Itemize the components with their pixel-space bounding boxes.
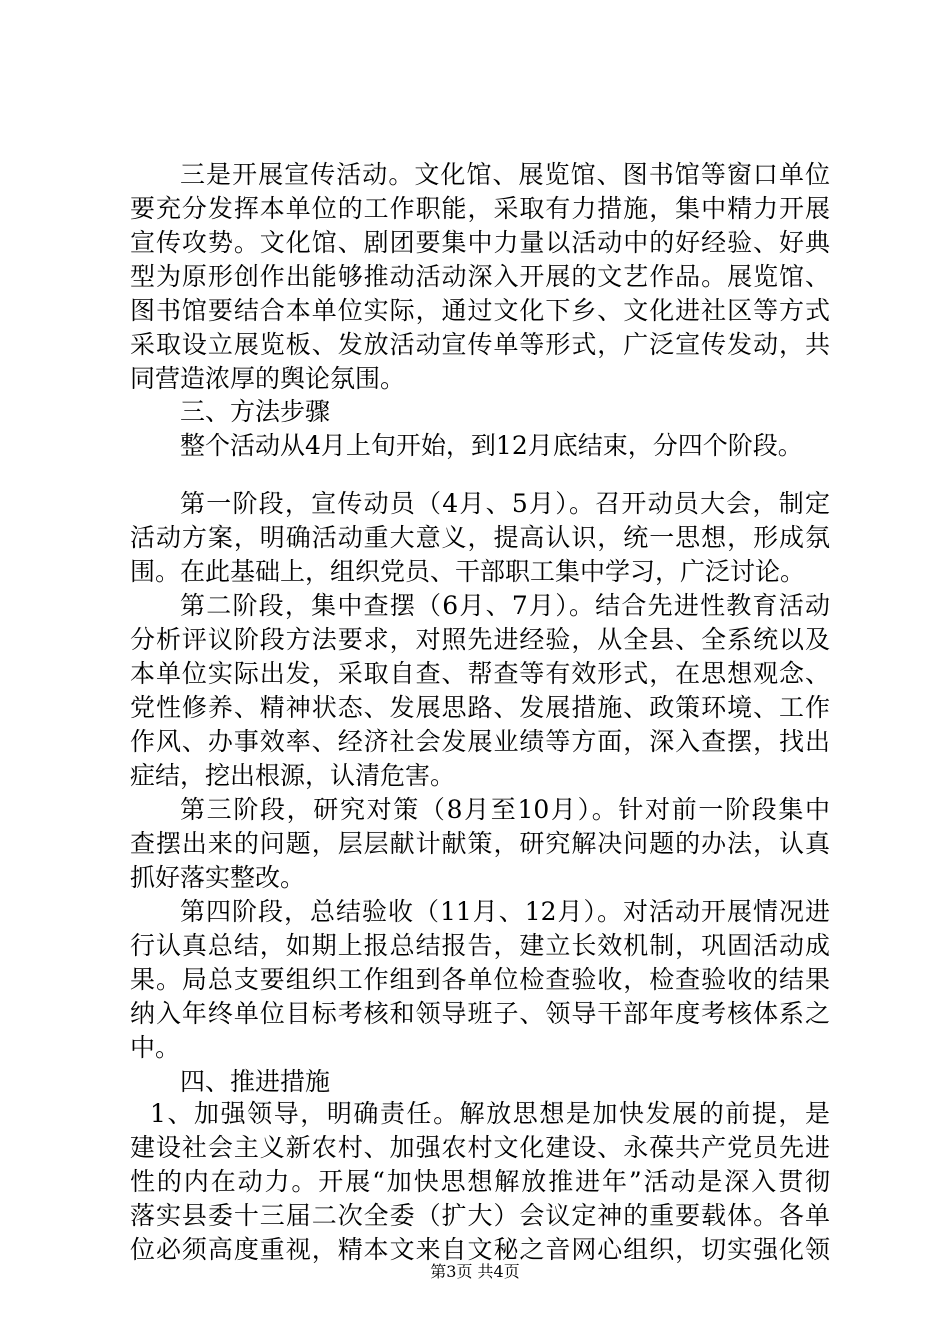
paragraph-line: 症结，挖出根源，认清危害。: [130, 761, 456, 790]
paragraph-line: 党性修养、精神状态、发展思路、发展措施、政策环境、工作: [130, 693, 830, 722]
paragraph-line: 建设社会主义新农村、加强农村文化建设、永葆共产党员先进: [130, 1133, 830, 1162]
paragraph-line: 作风、办事效率、经济社会发展业绩等方面，深入查摆，找出: [130, 727, 830, 756]
paragraph-line: 纳入年终单位目标考核和领导班子、领导干部年度考核体系之: [130, 999, 830, 1028]
paragraph-line: 三是开展宣传活动。文化馆、展览馆、图书馆等窗口单位: [180, 160, 830, 189]
paragraph-line: 整个活动从4月上旬开始，到12月底结束，分四个阶段。: [180, 431, 803, 460]
page-footer: 第3页 共4页: [430, 1262, 520, 1281]
paragraph-line: 第一阶段，宣传动员（4月、5月）。召开动员大会，制定: [180, 489, 830, 518]
paragraph-line: 性的内在动力。开展“加快思想解放推进年”活动是深入贯彻: [130, 1167, 830, 1196]
paragraph-line: 宣传攻势。文化馆、剧团要集中力量以活动中的好经验、好典: [130, 228, 830, 257]
paragraph-line: 要充分发挥本单位的工作职能，采取有力措施，集中精力开展: [130, 194, 830, 223]
paragraph-line: 位必须高度重视，精本文来自文秘之音网心组织，切实强化领: [130, 1235, 830, 1264]
paragraph-line: 同营造浓厚的舆论氛围。: [130, 364, 406, 393]
paragraph-line: 图书馆要结合本单位实际，通过文化下乡、文化进社区等方式: [130, 296, 830, 325]
paragraph-line: 中。: [130, 1033, 181, 1062]
paragraph-line: 采取设立展览板、发放活动宣传单等形式，广泛宣传发动，共: [130, 330, 830, 359]
paragraph-line: 落实县委十三届二次全委（扩大）会议定神的重要载体。各单: [130, 1201, 830, 1230]
paragraph-line: 分析评议阶段方法要求，对照先进经验，从全县、全系统以及: [130, 625, 830, 654]
section-heading: 三、方法步骤: [180, 397, 331, 426]
paragraph-line: 查摆出来的问题，层层献计献策，研究解决问题的办法，认真: [130, 829, 830, 858]
paragraph-line: 抓好落实整改。: [130, 863, 306, 892]
paragraph-line: 本单位实际出发，采取自查、帮查等有效形式，在思想观念、: [130, 659, 830, 688]
paragraph-line: 1、加强领导，明确责任。解放思想是加快发展的前提，是: [150, 1099, 830, 1128]
section-heading: 四、推进措施: [180, 1067, 331, 1096]
paragraph-line: 第四阶段，总结验收（11月、12月）。对活动开展情况进: [180, 897, 830, 926]
paragraph-line: 型为原形创作出能够推动活动深入开展的文艺作品。展览馆、: [130, 262, 830, 291]
paragraph-line: 第三阶段，研究对策（8月至10月）。针对前一阶段集中: [180, 795, 830, 824]
paragraph-line: 围。在此基础上，组织党员、干部职工集中学习，广泛讨论。: [130, 557, 806, 586]
paragraph-line: 果。局总支要组织工作组到各单位检查验收，检查验收的结果: [130, 965, 830, 994]
paragraph-line: 第二阶段，集中查摆（6月、7月）。结合先进性教育活动: [180, 591, 830, 620]
paragraph-line: 活动方案，明确活动重大意义，提高认识，统一思想，形成氛: [130, 523, 830, 552]
paragraph-line: 行认真总结，如期上报总结报告，建立长效机制，巩固活动成: [130, 931, 830, 960]
